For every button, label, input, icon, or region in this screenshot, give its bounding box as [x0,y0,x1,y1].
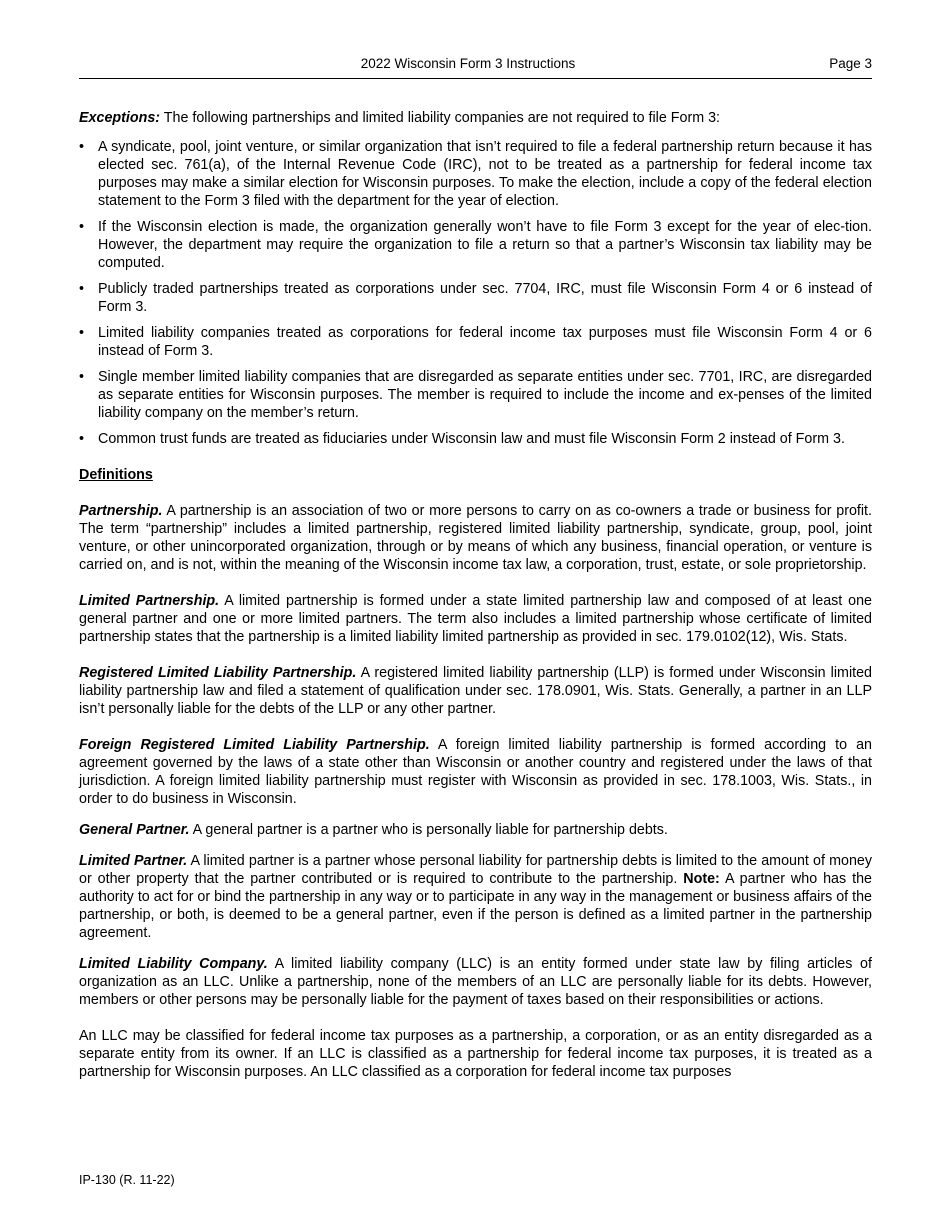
definition-limited-partnership [79,592,872,646]
definition-limited-partner [79,852,872,942]
note-text: A partner who has the authority to act for or bind the partnership in any way or to participate in any way in the management or business affairs of the partnership, or both, is deemed to be a general partner, even if the person is defined as a limited partner in the partnership agreement. [79,871,872,941]
definition-text: A partnership is an association of two or more persons to carry on as co-owners a trade or business for profit. The term “partnership” includes a limited partnership, registered limited liability partnership, syndicate, group, pool, joint venture, or other unincorporated organization, through or by means of which any business, financial operation, or venture is carried on, and is not, within the meaning of the Wisconsin income tax law, a corporation, trust, estate, or sole proprietorship. [79,503,872,573]
definition-term: Foreign Registered Limited Liability Partnership. [79,737,430,753]
page-number: Page 3 [829,56,872,71]
definition-llc [79,955,872,1009]
definition-text: A limited partner is a partner whose personal liability for partnership debts is limited to the amount of money or other property that the partner contributed or is required to contribute to the partnership. [79,853,872,887]
definition-text: A foreign limited liability partnership is formed according to an agreement governed by the laws of a state other than Wisconsin or another country and registered under the laws of that jurisdiction. A foreign limited liability partnership must register with Wisconsin as provided in sec. 178.1003, Wis. Stats., in order to do business in Wisconsin. [79,737,872,807]
definition-text: A general partner is a partner who is personally liable for partnership debts. [189,822,668,838]
list-item: • If the Wisconsin election is made, the organization generally won’t have to file Form 3 except for the year of elec-tion. However, the department may require the organization to file a return so that a partner’s Wisconsin tax liability may be computed. [79,218,872,272]
definition-general-partner [79,821,872,839]
list-item: • Publicly traded partnerships treated as corporations under sec. 7704, IRC, must file Wisconsin Form 4 or 6 instead of Form 3. [79,280,872,316]
form-code: IP-130 (R. 11-22) [79,1173,175,1187]
document-page [79,0,872,1099]
definition-term: Limited Partner. [79,853,188,869]
definition-text: A limited partnership is formed under a state limited partnership law and composed of at least one general partner and one or more limited partners. The term also includes a limited partnership whose certificate of limited partnership states that the partnership is a limited liability limited partnership as provided in sec. 179.0102(12), Wis. Stats. [79,593,872,645]
definition-term: General Partner. [79,822,190,838]
note-label: Note: [683,871,720,887]
definition-term: Registered Limited Liability Partnership. [79,665,357,681]
definition-term: Limited Liability Company. [79,956,268,972]
exceptions-intro [79,109,872,127]
exceptions-intro-text: The following partnerships and limited liability companies are not required to file Form 3: [160,110,721,126]
definitions-heading: Definitions [79,467,153,483]
definition-term: Partnership. [79,503,163,519]
list-item: • Limited liability companies treated as corporations for federal income tax purposes must file Wisconsin Form 4 or 6 instead of Form 3. [79,324,872,360]
definition-foreign-llp [79,736,872,808]
definition-partnership [79,502,872,574]
definition-llp [79,664,872,718]
definition-term: Limited Partnership. [79,593,220,609]
definition-text: A limited liability company (LLC) is an entity formed under state law by filing articles of organization as an LLC. Unlike a partnership, none of the members of an LLC are personally liable for its debts. However, members or other persons may be personally liable for the payment of taxes based on their responsibilities or actions. [79,956,872,1008]
llc-classification-paragraph: An LLC may be classified for federal income tax purposes as a partnership, a corporation, or as an entity disregarded as a separate entity from its owner. If an LLC is classified as a partnership for federal income tax purposes, it is treated as a partnership for Wisconsin purposes. An LLC classified as a corporation for federal income tax purposes [79,1028,872,1080]
page-header [79,0,872,79]
page-content [79,109,872,1081]
list-item: • Single member limited liability companies that are disregarded as separate entities under sec. 7701, IRC, are disregarded as separate entities for Wisconsin purposes. The member is required to include the income and ex-penses of the limited liability company on the member’s return. [79,368,872,422]
definition-text: A registered limited liability partnership (LLP) is formed under Wisconsin limited liability partnership law and filed a statement of qualification under sec. 178.0901, Wis. Stats. Generally, a partner in an LLP isn’t personally liable for the debts of the LLP or any other partner. [79,665,872,717]
list-item: • A syndicate, pool, joint venture, or similar organization that isn’t required to file a federal partnership return because it has elected sec. 761(a), of the Internal Revenue Code (IRC), not to be treated as a partnership for federal income tax purposes may make a similar election for Wisconsin purposes. To make the election, include a copy of the federal election statement to the Form 3 filed with the department for the year of election. [79,138,872,210]
list-item: • Common trust funds are treated as fiduciaries under Wisconsin law and must file Wisconsin Form 2 instead of Form 3. [79,430,872,448]
exceptions-list [79,138,872,448]
header-title: 2022 Wisconsin Form 3 Instructions [360,56,576,71]
exceptions-label: Exceptions: [79,110,161,126]
